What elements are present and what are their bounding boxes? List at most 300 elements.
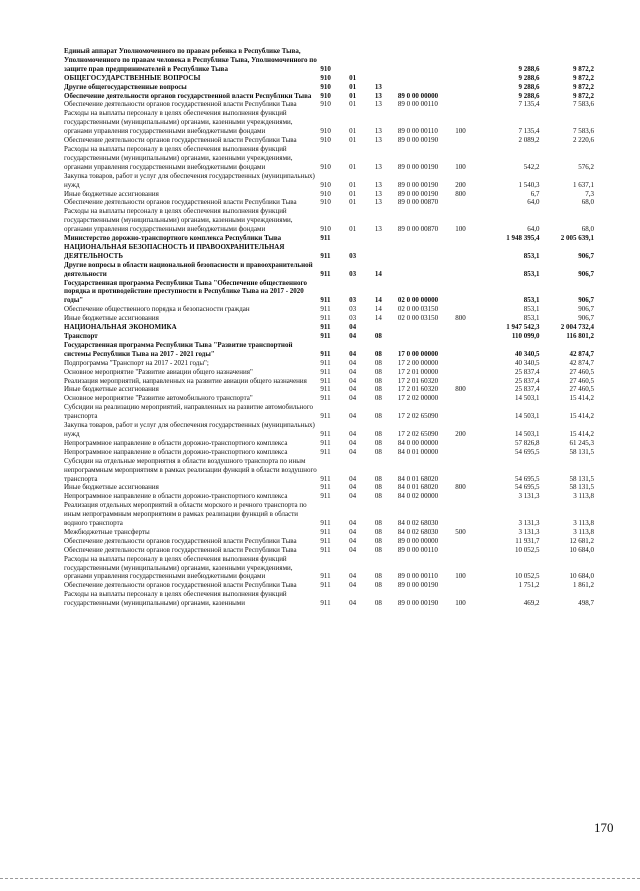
table-row [64,234,594,243]
row-pr: 08 [374,527,382,536]
row-name: Обеспечение деятельности органов государственной власти Республики Тыва [64,198,297,207]
table-row [64,207,594,234]
row-ved: 911 [320,447,331,456]
page-number: 170 [594,820,614,835]
row-name: НАЦИОНАЛЬНАЯ БЕЗОПАСНОСТЬ И ПРАВООХРАНИТЕЛЬНАЯ ДЕЯТЕЛЬНОСТЬ [64,242,285,260]
row-pr: 14 [374,305,382,314]
table-row [64,546,594,555]
row-name: Единый аппарат Уполномоченного по правам ребенка в Республике Тыва, Уполномоченного по правам человека в Республике Тыва, Уполномоченного по защите прав предпринимателей в Республике Тыва [64,47,317,73]
table-row [64,92,594,101]
row-rz: 01 [349,73,357,82]
row-sum-2: 68,0 [581,198,594,207]
row-vr: 100 [455,127,466,136]
row-pr: 08 [374,367,382,376]
row-sum-2: 42 874,7 [569,349,594,358]
row-vr: 100 [455,599,466,608]
row-ved: 911 [320,323,331,332]
table-row [64,590,594,608]
row-cs: 89 0 00 00110 [397,545,438,554]
row-cs: 89 0 00 00190 [397,136,439,145]
row-sum-1: 64,0 [527,198,540,207]
row-sum-1: 542,2 [523,162,540,171]
row-rz: 04 [349,385,357,394]
table-row [64,136,594,145]
row-sum-2: 906,7 [578,269,594,278]
table-row [64,172,594,190]
row-ved: 911 [320,474,331,483]
table-row [64,394,594,403]
row-sum-2: 68,0 [581,225,594,234]
row-ved: 910 [320,73,331,82]
row-sum-2: 3 113,8 [573,492,594,501]
row-rz: 03 [349,296,357,305]
page-bottom-divider [0,878,640,879]
table-row [64,47,594,74]
row-pr: 08 [374,474,382,483]
row-ved: 911 [320,367,331,376]
table-row [64,448,594,457]
row-ved: 910 [320,180,331,189]
row-sum-1: 54 695,5 [514,483,540,492]
row-sum-1: 40 340,5 [514,358,540,367]
row-name: Иные бюджетные ассигнования [64,385,159,394]
row-ved: 911 [320,519,331,528]
row-ved: 911 [320,545,331,554]
row-name: Обеспечение деятельности органов государственной власти Республики Тыва [64,136,297,145]
table-row [64,537,594,546]
row-sum-1: 9 288,6 [518,73,540,82]
row-rz: 03 [349,251,357,260]
row-pr: 13 [374,82,382,91]
row-cs: 17 2 01 60320 [397,385,439,394]
row-cs: 89 0 00 00110 [397,572,438,581]
row-sum-2: 10 684,0 [569,572,594,581]
row-sum-2: 9 872,2 [573,91,594,100]
row-cs: 89 0 00 00190 [397,189,439,198]
row-cs: 17 2 01 60320 [397,376,439,385]
row-cs: 89 0 00 00190 [397,180,439,189]
row-pr: 08 [374,447,382,456]
row-pr: 08 [374,349,382,358]
row-pr: 13 [374,162,382,171]
row-sum-1: 9 288,6 [518,91,540,100]
row-pr: 08 [374,429,382,438]
row-sum-1: 6,7 [530,189,540,198]
table-row [64,243,594,261]
table-row [64,528,594,537]
row-ved: 911 [320,251,331,260]
row-rz: 04 [349,332,357,340]
row-ved: 911 [320,581,331,590]
row-sum-2: 7 583,6 [573,100,594,109]
row-name: Обеспечение деятельности органов государственной власти Республики Тыва [64,581,297,590]
row-name: Государственная программа Республики Тыва "Обеспечение общественного порядка и противодействие преступности в Республике Тыва на 2017 - 2020 годы" [64,278,308,305]
row-sum-1: 1 947 542,3 [506,323,540,332]
row-sum-1: 7 135,4 [518,127,540,136]
row-name: Обеспечение деятельности органов государственной власти Республики Тыва [64,545,297,554]
row-rz: 04 [349,429,357,438]
row-pr: 08 [374,394,382,403]
row-cs: 17 2 01 00000 [397,367,439,376]
row-pr: 08 [374,599,382,608]
table-row [64,439,594,448]
row-rz: 04 [349,474,357,483]
row-sum-1: 853,1 [523,314,540,323]
row-sum-2: 7,3 [585,189,594,198]
row-vr: 100 [455,572,466,581]
row-sum-2: 2 220,6 [573,136,594,145]
row-name: Расходы на выплаты персоналу в целях обеспечения выполнения функций государственными (муниципальными) органами, казенными [64,590,287,608]
row-rz: 01 [349,127,357,136]
row-ved: 911 [320,376,331,385]
row-ved: 911 [320,269,331,278]
row-ved: 911 [320,527,331,536]
row-sum-1: 14 503,1 [514,412,540,421]
row-sum-1: 54 695,5 [514,447,540,456]
row-ved: 911 [320,483,331,492]
table-row [64,581,594,590]
row-ved: 910 [320,225,331,234]
row-rz: 04 [349,581,357,590]
row-cs: 89 0 00 00190 [397,162,439,171]
row-rz: 01 [349,198,357,207]
row-rz: 01 [349,189,357,198]
row-name: Подпрограмма "Транспорт на 2017 - 2021 годы"; [64,358,209,367]
row-sum-1: 9 288,6 [518,82,540,91]
row-name: Другие вопросы в области национальной безопасности и правоохранительной деятельности [64,260,313,278]
row-sum-1: 1 948 395,4 [506,234,540,243]
row-sum-2: 12 681,2 [569,536,594,545]
row-sum-1: 25 837,4 [514,376,540,385]
row-sum-2: 27 460,5 [569,367,594,376]
table-row [64,368,594,377]
row-pr: 08 [374,385,382,394]
row-pr: 13 [374,189,382,198]
row-rz: 01 [349,136,357,145]
row-sum-2: 576,2 [578,162,594,171]
row-rz: 04 [349,599,357,608]
row-rz: 04 [349,394,357,403]
row-name: ОБЩЕГОСУДАРСТВЕННЫЕ ВОПРОСЫ [64,73,201,82]
row-name: Министерство дорожно-транспортного комплекса Республики Тыва [64,234,282,243]
row-ved: 911 [320,438,331,447]
row-sum-2: 9 872,2 [573,73,594,82]
row-vr: 200 [455,429,466,438]
row-name: Субсидии на отдельные мероприятия в области воздушного транспорта по иным непрограммным мероприятиям в рамках реализации функций в области воздушного транспорта [64,456,317,483]
row-sum-1: 10 052,5 [514,572,540,581]
row-pr: 13 [374,180,382,189]
row-rz: 04 [349,438,357,447]
table-row [64,305,594,314]
row-cs: 89 0 00 00190 [397,599,439,608]
row-sum-2: 7 583,6 [573,127,594,136]
row-sum-2: 58 131,5 [569,483,594,492]
row-sum-2: 9 872,2 [573,64,594,73]
row-cs: 84 0 01 68020 [397,474,439,483]
table-row [64,385,594,394]
row-cs: 02 0 00 00000 [397,296,439,305]
row-rz: 04 [349,412,357,421]
row-sum-1: 3 131,3 [518,527,540,536]
row-sum-2: 906,7 [578,305,594,314]
row-pr: 08 [374,492,382,501]
row-name: Субсидии на реализацию мероприятий, направленных на развитие автомобильного транспорта [64,403,313,421]
row-sum-1: 3 131,3 [518,492,540,501]
row-pr: 08 [374,332,382,340]
row-sum-2: 15 414,2 [569,394,594,403]
row-ved: 910 [320,64,331,73]
row-sum-2: 61 245,3 [569,438,594,447]
row-rz: 04 [349,483,357,492]
row-sum-2: 10 684,0 [569,545,594,554]
row-vr: 800 [455,483,466,492]
row-rz: 04 [349,447,357,456]
row-name: Другие общегосударственные вопросы [64,82,187,91]
row-ved: 910 [320,162,331,171]
row-cs: 17 0 00 00000 [397,349,439,358]
row-sum-2: 2 004 732,4 [560,323,594,332]
row-sum-2: 3 113,8 [573,519,594,528]
row-sum-1: 7 135,4 [518,100,540,109]
row-ved: 911 [320,358,331,367]
row-name: Иные бюджетные ассигнования [64,189,159,198]
row-name: Расходы на выплаты персоналу в целях обеспечения выполнения функций государственными (муниципальными) органами, казенными учреждениями, органами управления государственными внебюджетными фондами [64,207,293,234]
row-sum-1: 9 288,6 [518,64,540,73]
table-row [64,377,594,386]
row-name: Государственная программа Республики Тыва "Развитие транспортной системы Республики Тыва на 2017 - 2021 годы" [64,340,293,358]
row-pr: 08 [374,519,382,528]
row-rz: 04 [349,349,357,358]
row-sum-2: 906,7 [578,314,594,323]
table-row [64,100,594,109]
row-sum-2: 2 005 639,1 [560,234,594,243]
row-vr: 800 [455,189,466,198]
row-rz: 04 [349,536,357,545]
row-pr: 13 [374,100,382,109]
row-name: Расходы на выплаты персоналу в целях обеспечения выполнения функций государственными (муниципальными) органами, казенными учреждениями, органами управления государственными внебюджетными фондами [64,144,293,171]
row-name: Транспорт [64,332,98,340]
row-cs: 17 2 02 65090 [397,412,439,421]
row-sum-1: 853,1 [523,296,540,305]
row-name: Реализация отдельных мероприятий в области морского и речного транспорта по иным непрограммным мероприятиям в рамках реализации функций в области водного транспорта [64,501,307,528]
row-cs: 89 0 00 00110 [397,100,438,109]
row-pr: 14 [374,314,382,323]
table-row [64,83,594,92]
row-pr: 08 [374,438,382,447]
row-name: Иные бюджетные ассигнования [64,483,159,492]
row-vr: 100 [455,162,466,171]
row-name: НАЦИОНАЛЬНАЯ ЭКОНОМИКА [64,323,177,332]
row-pr: 13 [374,127,382,136]
table-row [64,190,594,199]
row-name: Расходы на выплаты персоналу в целях обеспечения выполнения функций государственными (муниципальными) органами, казенными учреждениями, органами управления государственными внебюджетными фондами [64,554,293,581]
row-sum-1: 14 503,1 [514,394,540,403]
row-cs: 84 0 01 00000 [397,447,439,456]
row-rz: 04 [349,519,357,528]
table-row [64,501,594,528]
row-sum-1: 11 931,7 [515,536,540,545]
row-rz: 04 [349,376,357,385]
row-sum-1: 25 837,4 [514,385,540,394]
row-name: Закупка товаров, работ и услуг для обеспечения государственных (муниципальных) нужд [64,421,315,438]
row-cs: 89 0 00 00190 [397,581,439,590]
table-row [64,74,594,83]
row-pr: 08 [374,376,382,385]
row-ved: 911 [320,314,331,323]
row-rz: 04 [349,545,357,554]
row-rz: 04 [349,367,357,376]
row-ved: 910 [320,82,331,91]
table-row [64,314,594,323]
row-rz: 04 [349,572,357,581]
row-sum-2: 27 460,5 [569,376,594,385]
row-vr: 800 [455,314,466,323]
row-name: Расходы на выплаты персоналу в целях обеспечения выполнения функций государственными (муниципальными) органами, казенными учреждениями, органами управления государственными внебюджетными фондами [64,109,293,136]
table-row [64,279,594,306]
row-pr: 14 [374,296,382,305]
row-sum-1: 1 540,3 [518,180,540,189]
row-ved: 911 [320,385,331,394]
row-sum-1: 110 099,0 [511,332,540,340]
row-pr: 08 [374,412,382,421]
row-ved: 911 [320,332,331,340]
row-sum-2: 906,7 [578,296,594,305]
table-row [64,145,594,172]
row-name: Непрограммное направление в области дорожно-транспортного комплекса [64,447,288,456]
table-row [64,492,594,501]
row-sum-2: 3 113,8 [573,527,594,536]
row-rz: 03 [349,305,357,314]
row-cs: 89 0 00 00870 [397,225,439,234]
row-pr: 08 [374,545,382,554]
row-sum-1: 64,0 [527,225,540,234]
row-sum-2: 15 414,2 [569,429,594,438]
row-pr: 08 [374,572,382,581]
row-ved: 910 [320,189,331,198]
row-rz: 03 [349,314,357,323]
table-row [64,421,594,439]
row-name: Обеспечение общественного порядка и безопасности граждан [64,305,250,314]
row-sum-1: 853,1 [523,305,540,314]
row-rz: 01 [349,180,357,189]
row-name: Основное мероприятие "Развитие авиации общего назначения" [64,367,253,376]
row-name: Реализация мероприятий, направленных на развитие авиации общего назначения [64,376,307,385]
row-pr: 08 [374,581,382,590]
row-pr: 08 [374,483,382,492]
row-cs: 17 2 00 00000 [397,358,439,367]
row-ved: 910 [320,91,331,100]
row-sum-2: 116 801,2 [566,332,594,340]
row-sum-1: 54 695,5 [514,474,540,483]
row-ved: 910 [320,136,331,145]
row-rz: 01 [349,82,357,91]
table-row [64,332,594,341]
row-cs: 89 0 00 00870 [397,198,439,207]
row-sum-1: 853,1 [523,269,540,278]
row-sum-1: 40 340,5 [514,349,540,358]
row-ved: 910 [320,100,331,109]
row-name: Обеспечение деятельности органов государственной власти Республики Тыва [64,100,297,109]
row-name: Обеспечение деятельности органов государственной власти Республики Тыва [64,91,312,100]
row-pr: 08 [374,536,382,545]
row-sum-2: 15 414,2 [569,412,594,421]
row-rz: 04 [349,527,357,536]
row-pr: 13 [374,198,382,207]
row-ved: 911 [320,305,331,314]
table-row [64,403,594,421]
row-sum-1: 14 503,1 [514,429,540,438]
row-cs: 84 0 00 00000 [397,438,439,447]
row-ved: 911 [320,492,331,501]
row-sum-1: 469,2 [523,599,540,608]
row-sum-1: 853,1 [523,251,540,260]
row-rz: 01 [349,100,357,109]
row-rz: 04 [349,323,357,332]
table-row [64,555,594,582]
row-ved: 911 [320,572,331,581]
row-sum-2: 1 861,2 [573,581,594,590]
row-rz: 01 [349,91,357,100]
row-pr: 14 [374,269,382,278]
row-rz: 01 [349,225,357,234]
row-sum-2: 42 874,7 [569,358,594,367]
row-cs: 84 0 02 00000 [397,492,439,501]
table-row [64,457,594,484]
row-sum-2: 1 637,1 [573,180,594,189]
row-sum-1: 10 052,5 [514,545,540,554]
row-name: Иные бюджетные ассигнования [64,314,159,323]
row-ved: 910 [320,198,331,207]
row-sum-1: 25 837,4 [514,367,540,376]
row-cs: 02 0 00 03150 [397,305,439,314]
row-name: Межбюджетные трансферты [64,527,150,536]
row-rz: 04 [349,358,357,367]
row-ved: 911 [320,349,331,358]
row-sum-1: 57 826,8 [514,438,540,447]
table-row [64,198,594,207]
row-ved: 910 [320,127,331,136]
row-cs: 17 2 02 65090 [397,429,439,438]
row-cs: 84 0 02 68030 [397,519,439,528]
table-row [64,359,594,368]
row-cs: 17 2 02 00000 [397,394,439,403]
row-sum-2: 9 872,2 [573,82,594,91]
row-cs: 84 0 02 68030 [397,527,439,536]
row-ved: 911 [320,412,331,421]
row-ved: 911 [320,234,331,243]
row-sum-2: 27 460,5 [569,385,594,394]
row-pr: 13 [374,136,382,145]
row-vr: 800 [455,385,466,394]
row-pr: 13 [374,225,382,234]
row-ved: 911 [320,599,331,608]
table-row [64,261,594,279]
row-vr: 200 [455,180,466,189]
row-cs: 02 0 00 03150 [397,314,439,323]
budget-table [64,47,594,608]
row-vr: 100 [455,225,466,234]
row-sum-2: 498,7 [578,599,594,608]
table-row [64,483,594,492]
row-pr: 08 [374,358,382,367]
row-sum-2: 58 131,5 [569,447,594,456]
row-sum-2: 58 131,5 [569,474,594,483]
row-rz: 01 [349,162,357,171]
row-cs: 84 0 01 68020 [397,483,439,492]
row-sum-1: 3 131,3 [518,519,540,528]
row-sum-1: 2 089,2 [518,136,540,145]
row-name: Непрограммное направление в области дорожно-транспортного комплекса [64,438,288,447]
